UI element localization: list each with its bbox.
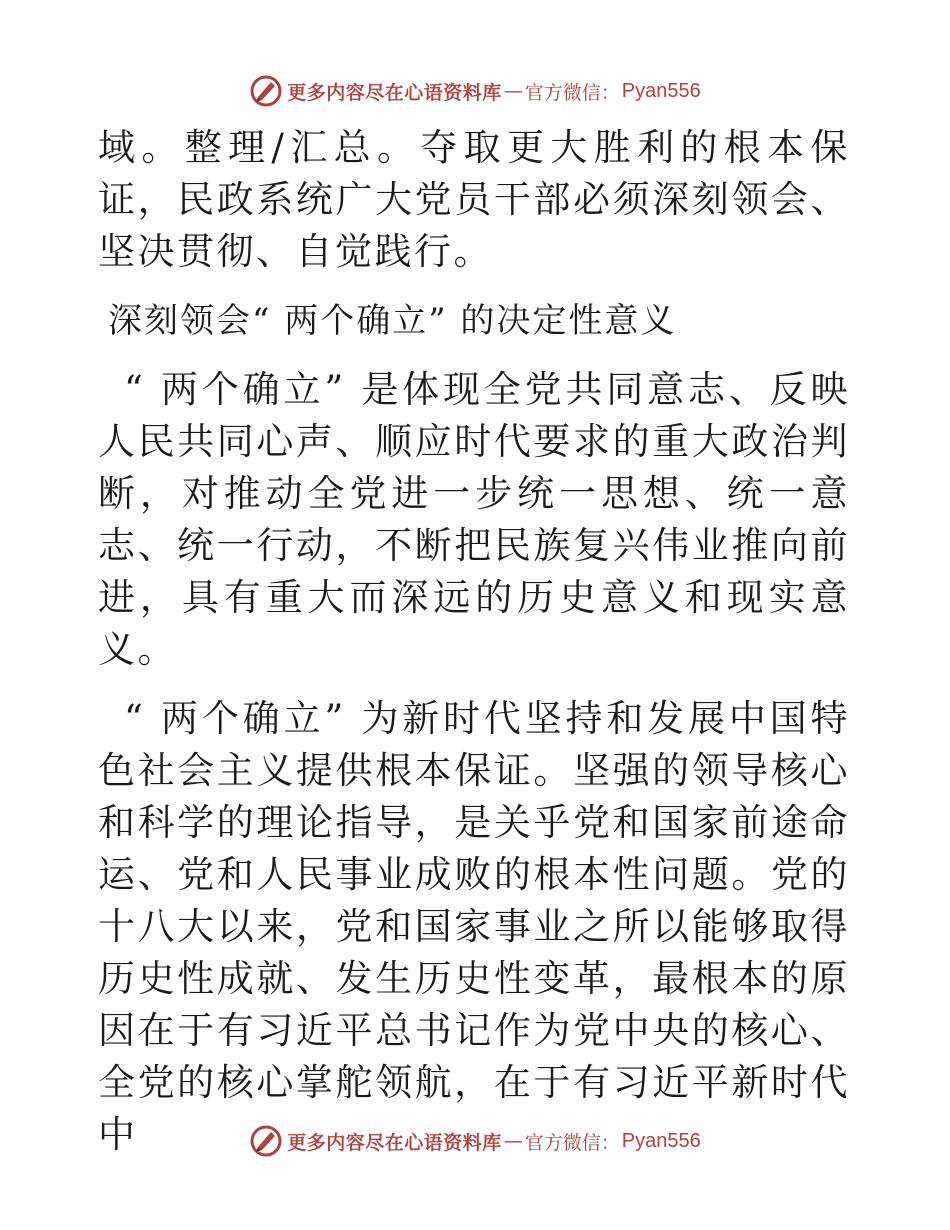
footer-separator: — xyxy=(503,1130,523,1152)
header-separator: — xyxy=(503,80,523,102)
footer-brand: 更多内容尽在心语资料库 xyxy=(287,1131,502,1154)
document-body xyxy=(98,122,850,1161)
header-wechat-label: 官方微信： xyxy=(524,81,620,104)
header-wechat-id: Pyan556 xyxy=(621,79,701,102)
pen-logo-icon xyxy=(249,1124,283,1158)
pen-logo-icon xyxy=(249,74,283,108)
footer-banner xyxy=(0,1121,950,1161)
paragraph-continuation: 域。整理/汇总。夺取更大胜利的根本保证，民政系统广大党员干部必须深刻领会、坚决贯彻、自觉践行。 xyxy=(98,126,850,273)
paragraph-guarantee: “ 两个确立” 为新时代坚持和发展中国特色社会主义提供根本保证。坚强的领导核心和科学的理论指导，是关乎党和国家前途命运、党和人民事业成败的根本性问题。党的十八大以来，党和国家事业之所以能够取得历史性成就、发生历史性变革，最根本的原因在于有习近平总书记作为党中央的核心、全党的核心掌舵领航，在于有习近平新时代中 xyxy=(98,697,850,1156)
footer-wechat-label: 官方微信： xyxy=(524,1131,620,1154)
header-brand: 更多内容尽在心语资料库 xyxy=(287,81,502,104)
paragraph-significance: “ 两个确立” 是体现全党共同意志、反映人民共同心声、顺应时代要求的重大政治判断，对推动全党进一步统一思想、统一意志、统一行动，不断把民族复兴伟业推向前进，具有重大而深远的历史意义和现实意义。 xyxy=(98,368,850,671)
section-heading: 深刻领会“ 两个确立” 的决定性意义 xyxy=(108,301,677,341)
header-banner xyxy=(0,71,950,111)
footer-wechat-id: Pyan556 xyxy=(621,1129,701,1152)
